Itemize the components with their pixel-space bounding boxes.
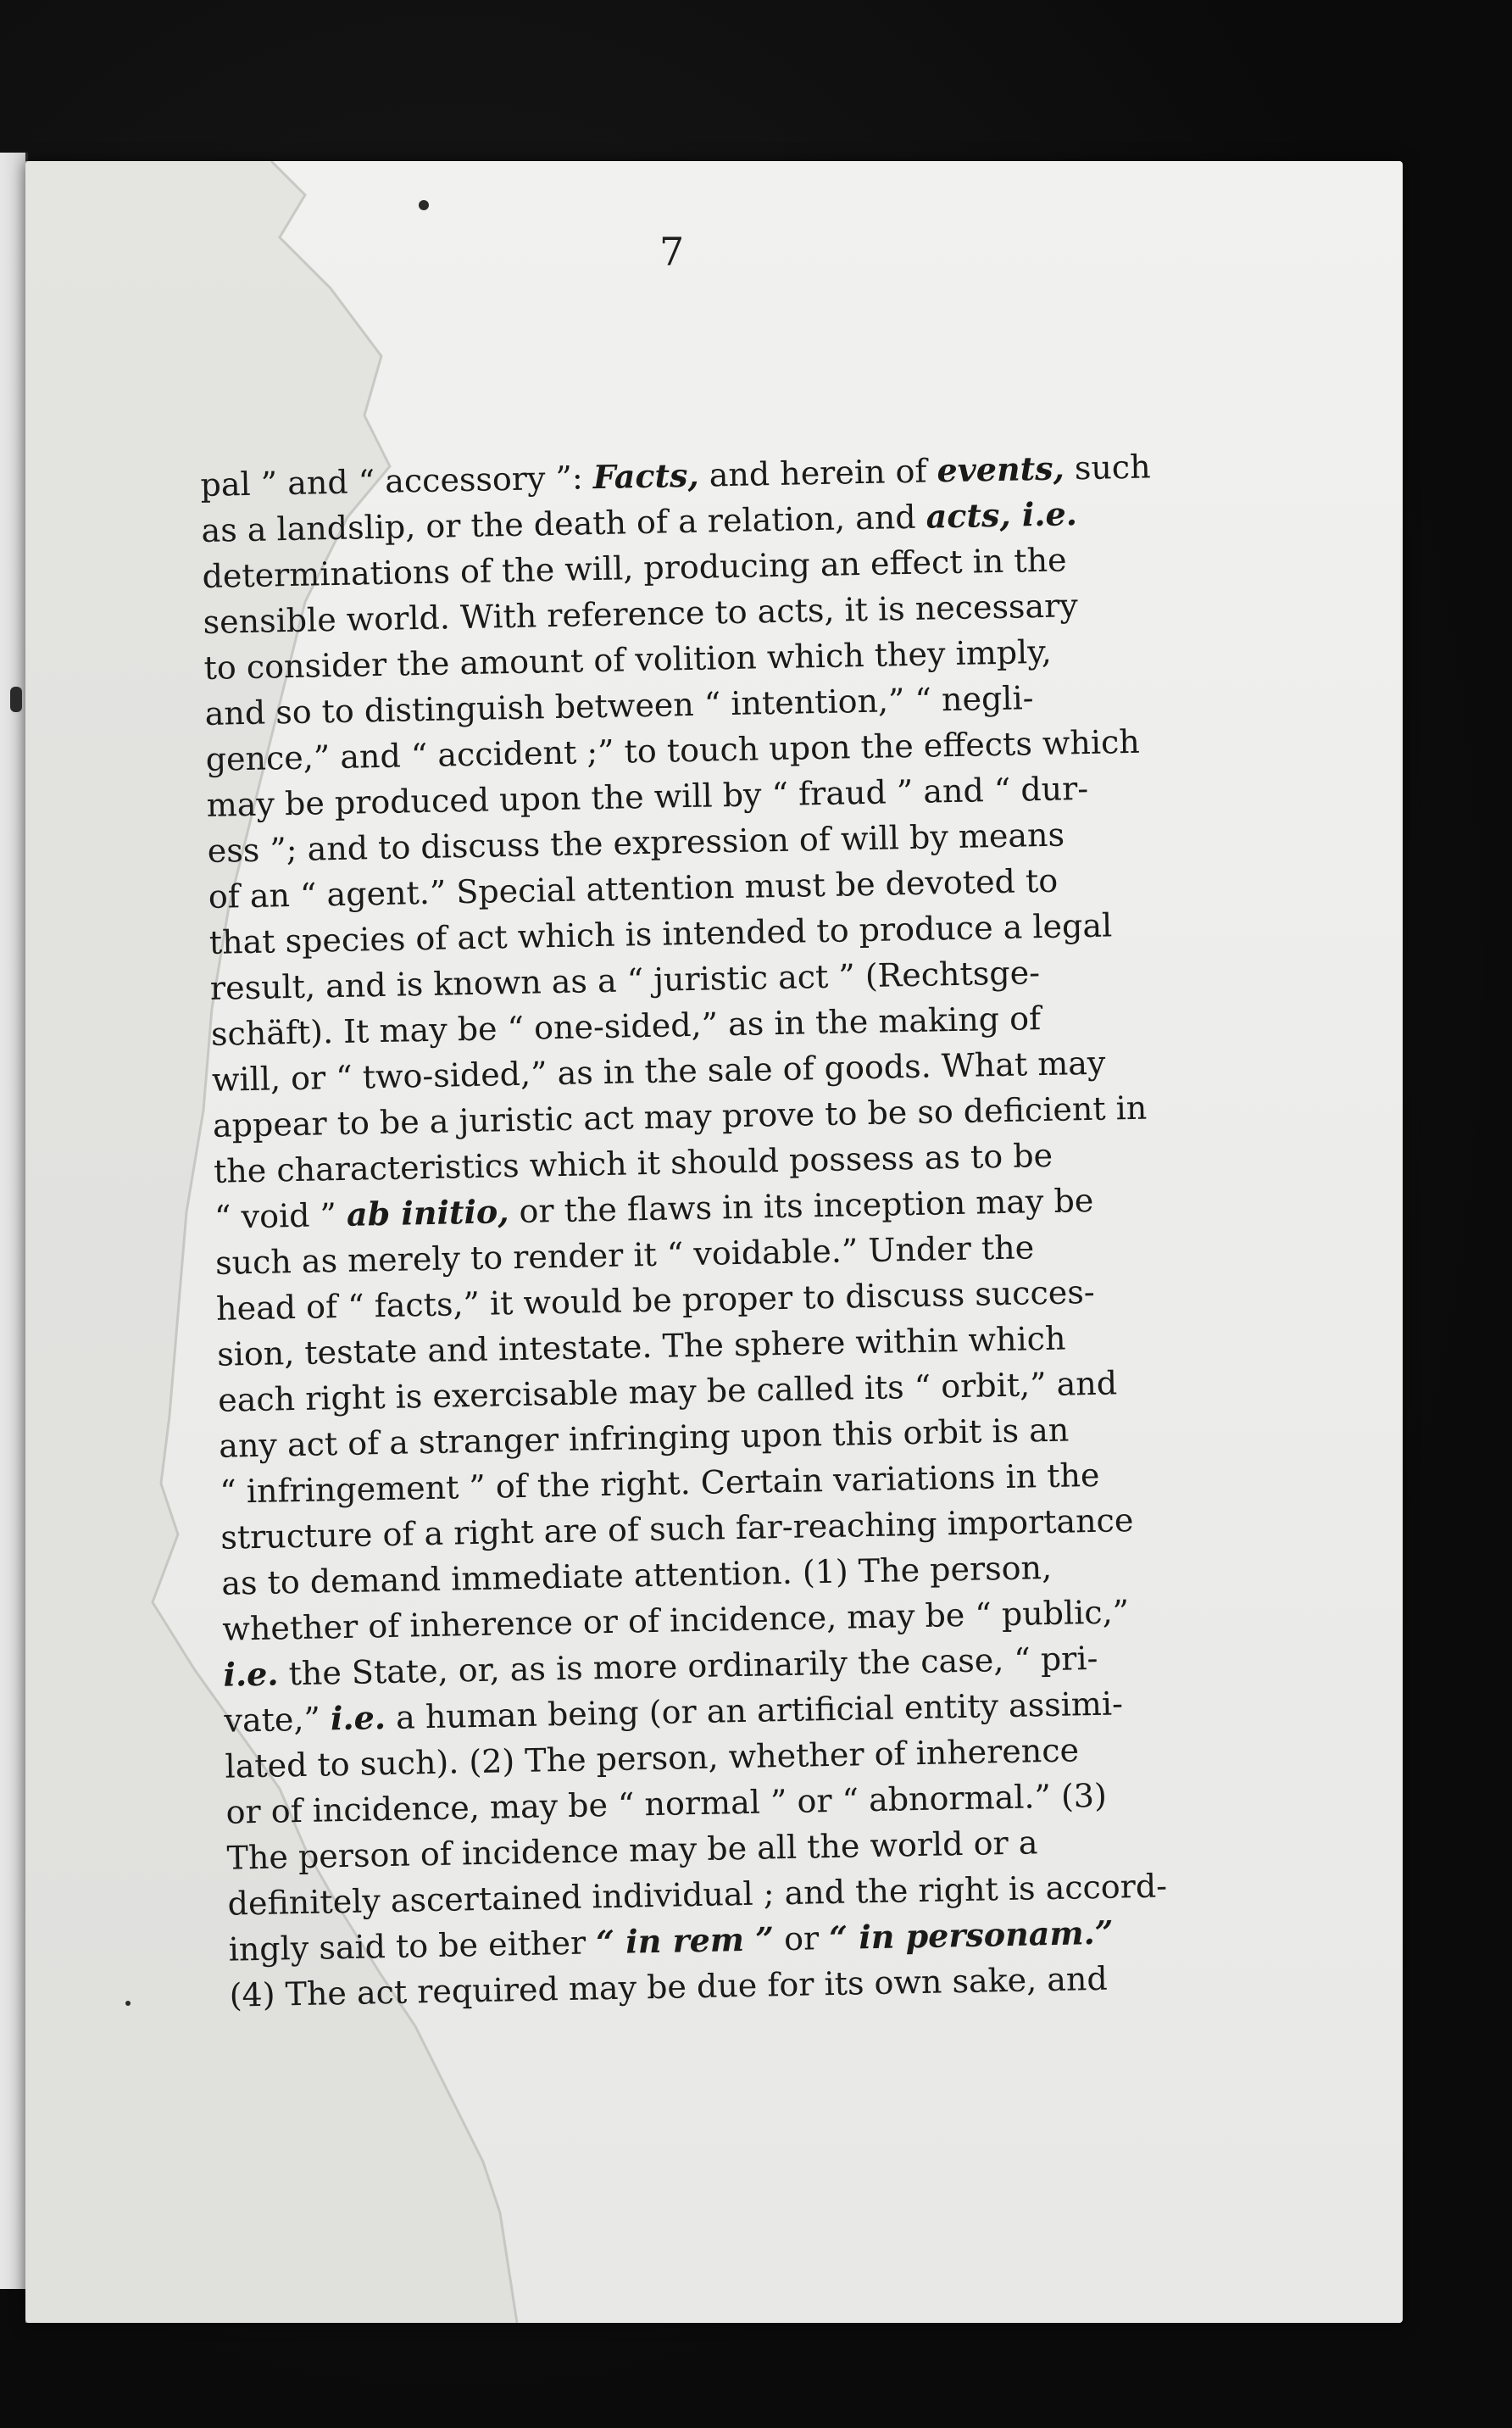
text-segment: will, or “ two-sided,” as in the sale of goods. What may: [211, 1044, 1106, 1099]
ink-speck: [10, 687, 22, 712]
text-segment: pal ” and “ accessory ”:: [200, 459, 594, 504]
text-segment: and so to distinguish between “ intention,” “ negli-: [204, 679, 1034, 732]
text-segment: may be produced upon the will by “ fraud ” and “ dur-: [206, 769, 1089, 824]
text-segment: whether of inherence or of incidence, may be “ public,”: [222, 1593, 1130, 1648]
italic-phrase: i.e.: [223, 1654, 279, 1694]
text-segment: as to demand immediate attention. (1) The person,: [220, 1548, 1053, 1602]
text-segment: each right is exercisable may be called its “ orbit,” and: [217, 1364, 1118, 1419]
italic-phrase: events,: [937, 448, 1065, 490]
text-segment: (4) The act required may be due for its own sake, and: [229, 1959, 1109, 2014]
text-segment: The person of incidence may be all the world or a: [226, 1824, 1038, 1877]
text-segment: definitely ascertained individual ; and the right is accord-: [227, 1867, 1168, 1923]
text-segment: of an “ agent.” Special attention must be devoted to: [208, 861, 1059, 916]
text-segment: any act of a stranger infringing upon this orbit is an: [218, 1411, 1070, 1465]
text-segment: the characteristics which it should possess as to be: [213, 1136, 1053, 1190]
text-segment: result, and is known as a “ juristic act ” (Rechtsge-: [209, 954, 1041, 1007]
text-segment: or: [773, 1919, 830, 1958]
text-segment: lated to such). (2) The person, whether of inherence: [225, 1731, 1080, 1785]
text-segment: as a landslip, or the death of a relation, and: [201, 498, 927, 549]
text-segment: such: [1064, 448, 1151, 487]
text-segment: ess ”; and to discuss the expression of will by means: [207, 816, 1065, 870]
text-segment: vate,”: [224, 1700, 331, 1740]
text-segment: head of “ facts,” it would be proper to discuss succes-: [215, 1272, 1095, 1328]
text-segment: sensible world. With reference to acts, it is necessary: [203, 587, 1079, 641]
text-segment: structure of a right are of such far-reaching importance: [220, 1501, 1134, 1556]
text-segment: appear to be a juristic act may prove to be so deficient in: [212, 1089, 1148, 1144]
text-segment: ingly said to be either: [228, 1924, 597, 1969]
text-segment: or of incidence, may be “ normal ” or “ abnormal.” (3): [225, 1776, 1108, 1831]
italic-phrase: “ in rem ”: [595, 1919, 775, 1962]
text-segment: the State, or, as is more ordinarily the case, “ pri-: [278, 1639, 1098, 1693]
text-segment: gence,” and “ accident ;” to touch upon the effects which: [205, 722, 1141, 778]
text-segment: such as merely to render it “ voidable.” Under the: [214, 1228, 1035, 1282]
text-segment: “ void ”: [214, 1195, 347, 1236]
text-segment: that species of act which is intended to produce a legal: [208, 906, 1113, 961]
ink-speck: [419, 200, 429, 210]
italic-phrase: Facts,: [592, 455, 700, 497]
body-text: [200, 443, 1179, 2018]
italic-phrase: acts, i.e.: [926, 494, 1078, 536]
text-segment: or the flaws in its inception may be: [509, 1181, 1094, 1231]
text-segment: determinations of the will, producing an effect in the: [202, 541, 1067, 595]
page-number: 7: [659, 229, 685, 275]
ink-speck: [125, 2001, 131, 2006]
italic-phrase: ab initio,: [346, 1192, 509, 1233]
italic-phrase: i.e.: [330, 1698, 386, 1738]
text-segment: and herein of: [698, 452, 937, 494]
text-segment: sion, testate and intestate. The sphere within which: [216, 1319, 1066, 1373]
italic-phrase: “ in personam.”: [828, 1913, 1115, 1957]
previous-page-edge: [0, 153, 28, 2289]
text-segment: a human being (or an artificial entity assimi-: [385, 1685, 1124, 1737]
text-segment: schäft). It may be “ one-sided,” as in the making of: [210, 1000, 1042, 1053]
text-segment: “ infringement ” of the right. Certain variations in the: [219, 1456, 1100, 1511]
text-segment: to consider the amount of volition which they imply,: [203, 632, 1053, 687]
